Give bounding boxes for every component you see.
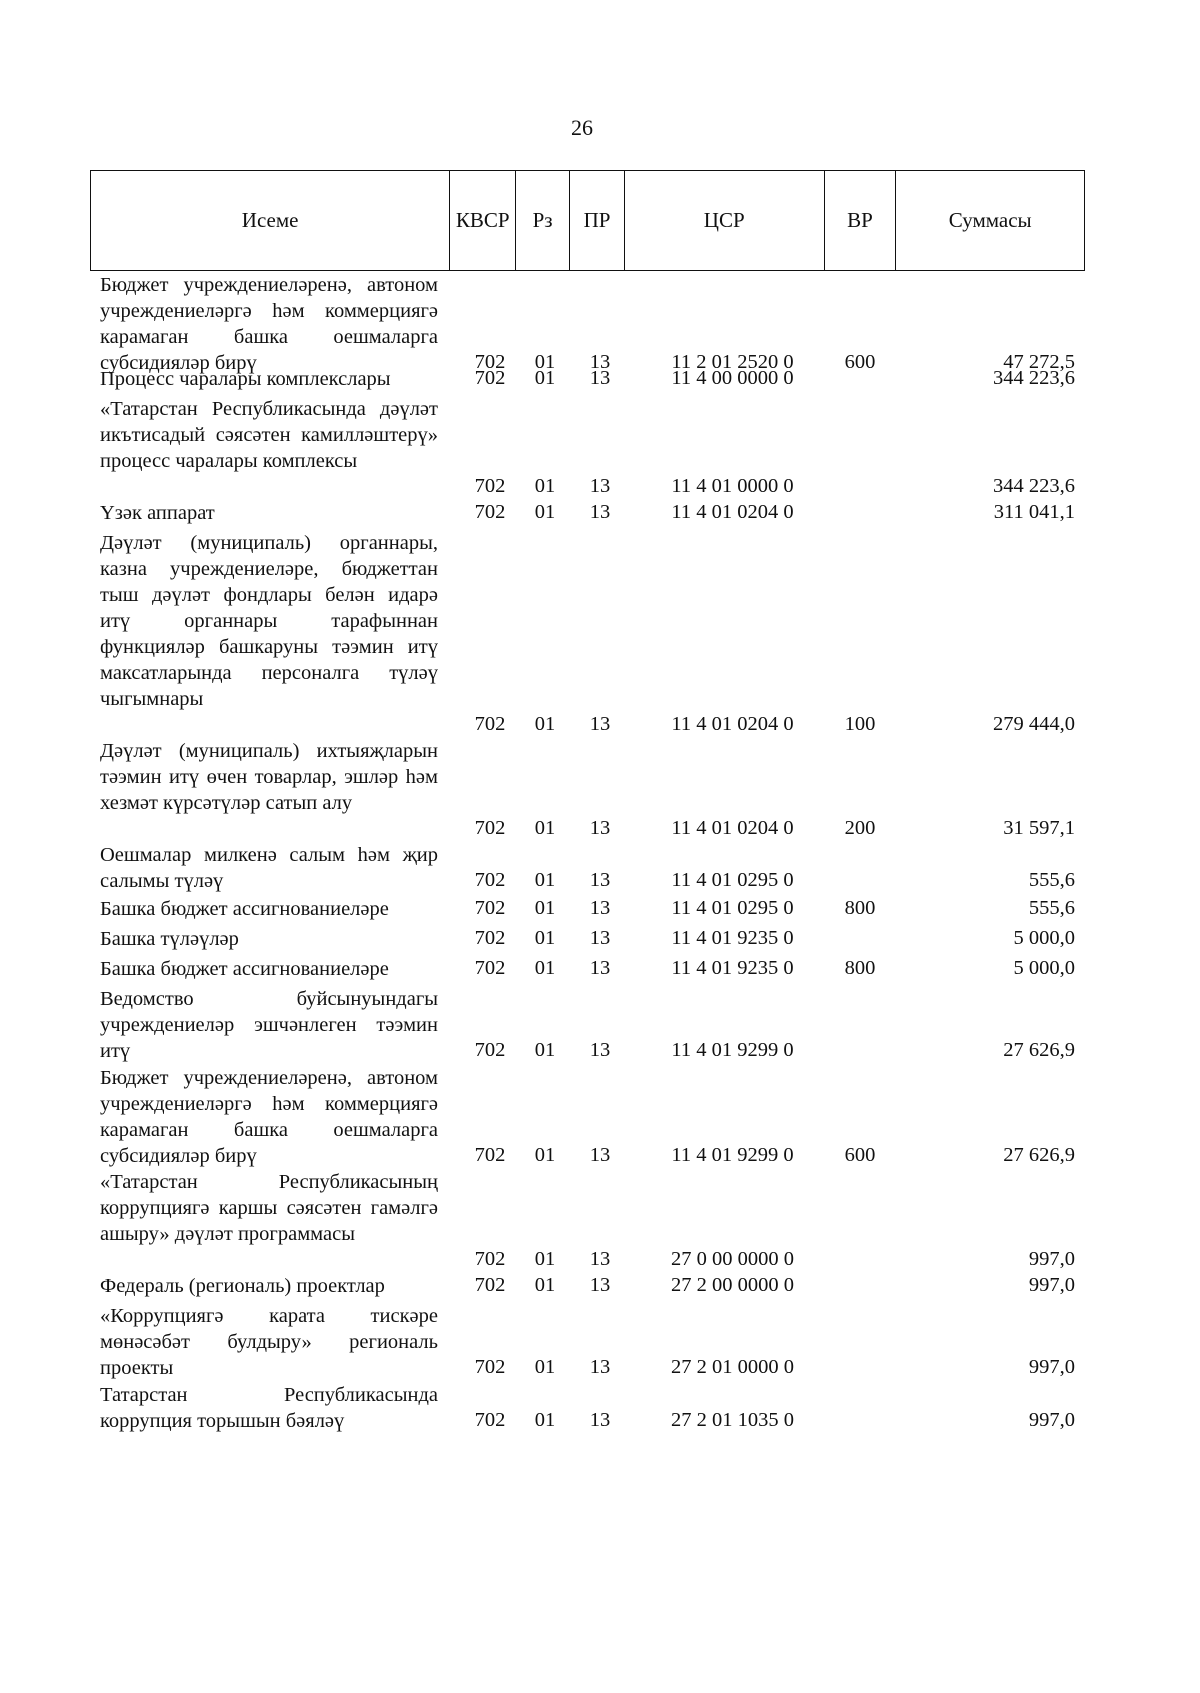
row-rz: 01 [534,713,556,735]
row-pr: 13 [589,817,611,839]
row-csr: 11 4 01 0204 0 [671,817,794,839]
row-csr: 11 4 01 0295 0 [671,869,794,891]
row-kvsr: 702 [474,957,506,979]
row-kvsr: 702 [474,351,506,373]
table-row [100,1169,1085,1273]
row-pr: 13 [589,351,611,373]
table-row [100,986,1085,1064]
row-sum: 997,0 [1028,1274,1075,1296]
table-row [100,926,1085,952]
table-row [100,956,1085,982]
row-sum: 279 444,0 [993,713,1075,735]
row-csr: 27 2 01 0000 0 [671,1356,794,1378]
row-csr: 27 2 01 1035 0 [671,1409,794,1431]
row-rz: 01 [534,1274,556,1296]
column-header-sum: Суммасы [948,208,1032,232]
table-row [100,1065,1085,1169]
row-sum: 344 223,6 [993,475,1075,497]
row-pr: 13 [589,1039,611,1061]
row-rz: 01 [534,1356,556,1378]
row-csr: 11 4 01 0295 0 [671,897,794,919]
row-sum: 47 272,5 [1003,351,1075,373]
table-row [100,842,1085,894]
row-name: «Татарстан Республикасының коррупциягә каршы сәясәтен гамәлгә ашыру» дәүләт программасы [100,1171,438,1245]
row-vr: 800 [844,897,876,919]
row-rz: 01 [534,1409,556,1431]
table-row [100,1303,1085,1381]
row-rz: 01 [534,475,556,497]
row-pr: 13 [589,1144,611,1166]
row-kvsr: 702 [474,367,506,389]
row-vr: 600 [844,351,876,373]
row-kvsr: 702 [474,713,506,735]
row-pr: 13 [589,501,611,523]
row-kvsr: 702 [474,817,506,839]
row-name: Федераль (региональ) проектлар [100,1275,385,1297]
row-vr: 100 [844,713,876,735]
row-kvsr: 702 [474,927,506,949]
row-sum: 31 597,1 [1003,817,1075,839]
row-rz: 01 [534,1039,556,1061]
row-pr: 13 [589,367,611,389]
row-pr: 13 [589,1356,611,1378]
row-csr: 27 0 00 0000 0 [671,1248,794,1270]
table-row [100,1382,1085,1434]
table-row [100,366,1085,392]
row-name: Үзәк аппарат [100,502,215,524]
row-sum: 27 626,9 [1003,1144,1075,1166]
row-sum: 997,0 [1028,1248,1075,1270]
row-kvsr: 702 [474,1039,506,1061]
row-csr: 11 4 01 9235 0 [671,927,794,949]
row-name: «Татарстан Республикасында дәүләт икътисадый сәясәтен камилләштерү» процесс чаралары комплексы [100,398,438,472]
row-kvsr: 702 [474,1356,506,1378]
row-csr: 11 4 01 9235 0 [671,957,794,979]
column-header-name: Исеме [91,171,450,270]
row-sum: 5 000,0 [1013,927,1075,949]
row-name: Башка бюджет ассигнованиеләре [100,898,389,920]
row-pr: 13 [589,869,611,891]
table-row [100,1273,1085,1299]
row-rz: 01 [534,927,556,949]
row-csr: 27 2 00 0000 0 [671,1274,794,1296]
row-pr: 13 [589,1409,611,1431]
row-sum: 997,0 [1028,1409,1075,1431]
row-rz: 01 [534,1248,556,1270]
row-name: Башка бюджет ассигнованиеләре [100,958,389,980]
row-kvsr: 702 [474,897,506,919]
row-kvsr: 702 [474,1274,506,1296]
row-kvsr: 702 [474,869,506,891]
row-csr: 11 4 01 0204 0 [671,501,794,523]
row-csr: 11 2 01 2520 0 [671,351,794,373]
row-pr: 13 [589,897,611,919]
row-sum: 5 000,0 [1013,957,1075,979]
table-row [100,272,1085,376]
row-rz: 01 [534,501,556,523]
row-name: Процесс чаралары комплекслары [100,368,391,390]
table-row [100,738,1085,842]
row-csr: 11 4 00 0000 0 [671,367,794,389]
row-pr: 13 [589,957,611,979]
row-sum: 311 041,1 [993,501,1075,523]
row-pr: 13 [589,475,611,497]
row-vr: 200 [844,817,876,839]
row-pr: 13 [589,713,611,735]
row-name: Дәүләт (муниципаль) ихтыяҗларын тәэмин итү өчен товарлар, эшләр һәм хезмәт күрсәтүләр сатып алу [100,740,438,814]
column-header-vr: ВР [825,171,897,270]
row-name: Татарстан Республикасында коррупция торышын бәяләү [100,1384,438,1432]
row-name: Ведомство буйсынуындагы учреждениеләр эшчәнлеген тәэмин итү [100,988,438,1062]
row-kvsr: 702 [474,501,506,523]
row-rz: 01 [534,869,556,891]
row-name: Дәүләт (муниципаль) органнары, казна учреждениеләре, бюджеттан тыш дәүләт фондлары белән идарә итү органнары тарафыннан функцияләр башкаруны тәэмин итү максатларында персоналга түләү чыгымнары [100,532,438,710]
row-rz: 01 [534,367,556,389]
row-kvsr: 702 [474,1409,506,1431]
table-header [90,170,1085,271]
row-pr: 13 [589,1248,611,1270]
row-csr: 11 4 01 9299 0 [671,1039,794,1061]
row-name: Бюджет учреждениеләренә, автоном учреждениеләргә һәм коммерциягә карамаган башка оешмаларга субсидияләр бирү [100,1067,438,1167]
row-kvsr: 702 [474,1144,506,1166]
row-name: Оешмалар милкенә салым һәм җир салымы түләү [100,844,438,892]
row-rz: 01 [534,351,556,373]
row-pr: 13 [589,927,611,949]
row-pr: 13 [589,1274,611,1296]
row-rz: 01 [534,897,556,919]
row-kvsr: 702 [474,475,506,497]
row-sum: 27 626,9 [1003,1039,1075,1061]
row-csr: 11 4 01 0000 0 [671,475,794,497]
table-row [100,500,1085,526]
row-name: «Коррупциягә карата тискәре мөнәсәбәт булдыру» региональ проекты [100,1305,438,1379]
row-kvsr: 702 [474,1248,506,1270]
row-sum: 997,0 [1028,1356,1075,1378]
row-sum: 555,6 [1028,897,1075,919]
row-sum: 344 223,6 [993,367,1075,389]
row-rz: 01 [534,957,556,979]
row-csr: 11 4 01 0204 0 [671,713,794,735]
table-row [100,396,1085,500]
column-header-kvsr: КВСР [450,171,516,270]
row-sum: 555,6 [1028,869,1075,891]
row-vr: 600 [844,1144,876,1166]
row-csr: 11 4 01 9299 0 [671,1144,794,1166]
row-rz: 01 [534,1144,556,1166]
column-header-csr: ЦСР [625,171,825,270]
row-name: Бюджет учреждениеләренә, автоном учреждениеләргә һәм коммерциягә карамаган башка оешмаларга субсидияләр бирү [100,274,438,374]
page-number: 26 [571,115,593,140]
row-vr: 800 [844,957,876,979]
row-rz: 01 [534,817,556,839]
row-name: Башка түләүләр [100,928,239,950]
table-row [100,896,1085,922]
column-header-rz: Рз [516,171,570,270]
column-header-pr: ПР [570,171,625,270]
table-row [100,530,1085,738]
